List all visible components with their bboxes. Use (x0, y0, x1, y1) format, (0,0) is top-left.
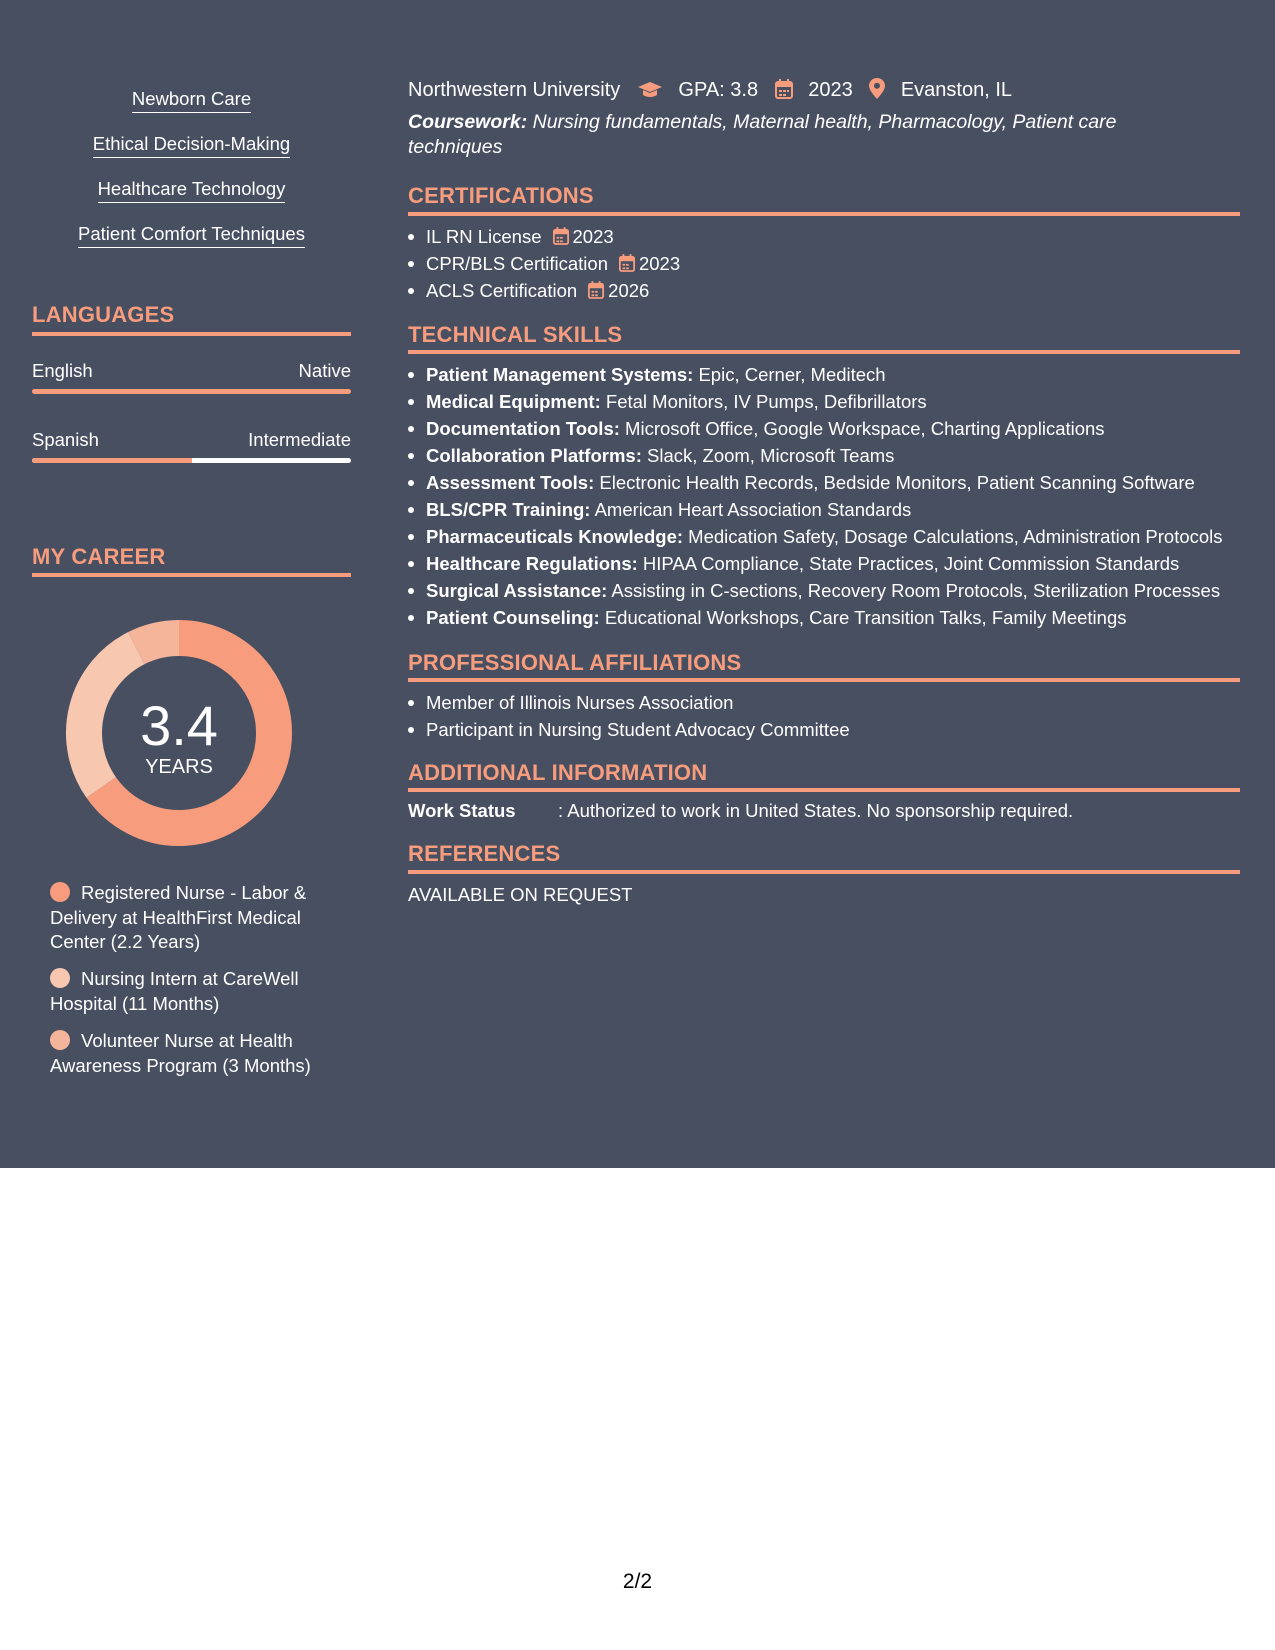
page-number: 2/2 (622, 1570, 653, 1593)
language-level-bar (32, 458, 351, 463)
certification-item (426, 277, 680, 304)
section-divider (408, 678, 1240, 682)
technical-skills-list (408, 361, 1223, 631)
language-name: Spanish (32, 429, 99, 450)
affiliation-item: Member of Illinois Nurses Association (426, 689, 850, 716)
coursework (408, 110, 1168, 159)
skill-item (426, 523, 1223, 550)
donut-segment (136, 638, 179, 648)
legend-dot-icon (50, 882, 70, 902)
skill-link[interactable]: Patient Comfort Techniques (78, 223, 305, 248)
education-line (408, 78, 1012, 102)
work-status-value: : Authorized to work in United States. No sponsorship required. (558, 800, 1074, 821)
certification-item (426, 223, 680, 250)
skill-label: Documentation Tools: (426, 418, 620, 439)
language-level: Native (298, 360, 351, 381)
career-legend-label: Nursing Intern at CareWell Hospital (11 Months) (50, 968, 299, 1014)
skill-label: Pharmaceuticals Knowledge: (426, 526, 684, 547)
skill-label: Patient Counseling: (426, 607, 600, 628)
career-title: MY CAREER (32, 544, 166, 569)
section-divider (408, 212, 1240, 216)
calendar-icon (588, 281, 604, 299)
section-divider (408, 870, 1240, 874)
graduation-year: 2023 (808, 79, 853, 101)
career-legend-label: Volunteer Nurse at Health Awareness Program (3 Months) (50, 1030, 311, 1076)
school-name: Northwestern University (408, 79, 621, 101)
career-legend-label: Registered Nurse - Labor & Delivery at HealthFirst Medical Center (2.2 Years) (50, 882, 307, 952)
skill-value: Educational Workshops, Care Transition Talks, Family Meetings (599, 607, 1127, 628)
skill-item (426, 442, 1223, 469)
certification-item (426, 250, 680, 277)
skill-label: Surgical Assistance: (426, 580, 608, 601)
certification-name: IL RN License (426, 226, 542, 247)
affiliations-title: PROFESSIONAL AFFILIATIONS (408, 650, 742, 675)
skill-label: Medical Equipment: (426, 391, 601, 412)
skill-link[interactable]: Newborn Care (132, 88, 251, 113)
additional-info-title: ADDITIONAL INFORMATION (408, 760, 708, 785)
technical-skills-title: TECHNICAL SKILLS (408, 322, 623, 347)
skill-value: Slack, Zoom, Microsoft Teams (641, 445, 895, 466)
skill-value: Assisting in C-sections, Recovery Room Protocols, Sterilization Processes (607, 580, 1221, 601)
affiliation-item: Participant in Nursing Student Advocacy Committee (426, 716, 850, 743)
references-text: AVAILABLE ON REQUEST (408, 884, 633, 905)
certification-year: 2023 (572, 226, 614, 247)
skill-value: Microsoft Office, Google Workspace, Charting Applications (619, 418, 1105, 439)
skill-item (426, 550, 1223, 577)
skill-label: Patient Management Systems: (426, 364, 694, 385)
language-name: English (32, 360, 93, 381)
skill-item (426, 604, 1223, 631)
section-divider (408, 788, 1240, 792)
affiliations-list (408, 689, 850, 743)
section-divider (408, 350, 1240, 354)
location-pin-icon (869, 78, 885, 99)
certifications-list (408, 223, 680, 304)
skill-value: Fetal Monitors, IV Pumps, Defibrillators (600, 391, 927, 412)
languages-title: LANGUAGES (32, 302, 175, 327)
skill-label: Collaboration Platforms: (426, 445, 642, 466)
section-divider (32, 573, 351, 577)
skill-link[interactable]: Healthcare Technology (98, 178, 286, 203)
legend-dot-icon (50, 1030, 70, 1050)
language-level-fill (32, 458, 192, 463)
certification-year: 2026 (608, 280, 650, 301)
skill-label: Assessment Tools: (426, 472, 595, 493)
language-level: Intermediate (248, 429, 351, 450)
certification-name: CPR/BLS Certification (426, 253, 608, 274)
left-column (0, 0, 383, 1168)
skill-value: Epic, Cerner, Meditech (693, 364, 886, 385)
career-total-value: 3.4 (140, 694, 218, 757)
skill-item (426, 577, 1223, 604)
skill-item (426, 388, 1223, 415)
graduation-cap-icon (637, 81, 663, 99)
calendar-icon (553, 227, 569, 245)
skill-link[interactable]: Ethical Decision-Making (93, 133, 290, 158)
certification-name: ACLS Certification (426, 280, 578, 301)
language-level-fill (32, 389, 351, 394)
skill-item (426, 469, 1223, 496)
career-legend-item (50, 967, 340, 1016)
work-status-row (408, 800, 1073, 822)
skill-value: American Heart Association Standards (590, 499, 912, 520)
school-location: Evanston, IL (900, 79, 1013, 101)
language-level-bar (32, 389, 351, 394)
career-legend-item (50, 881, 340, 955)
skill-item (426, 361, 1223, 388)
gpa: GPA: 3.8 (678, 79, 759, 101)
skill-value: Medication Safety, Dosage Calculations, Administration Protocols (683, 526, 1223, 547)
skill-item (426, 415, 1223, 442)
skill-item (426, 496, 1223, 523)
career-legend-item (50, 1029, 340, 1078)
skill-label: BLS/CPR Training: (426, 499, 591, 520)
certification-year: 2023 (638, 253, 681, 274)
work-status-label: Work Status (408, 800, 516, 821)
career-total-unit: YEARS (145, 756, 213, 778)
references-title: REFERENCES (408, 841, 561, 866)
calendar-icon (619, 254, 635, 272)
donut-segment (84, 648, 136, 787)
calendar-icon (775, 79, 793, 99)
legend-dot-icon (50, 968, 70, 988)
career-donut-chart (59, 613, 299, 853)
skill-label: Healthcare Regulations: (426, 553, 638, 574)
coursework-label: Coursework: (408, 111, 528, 133)
coursework-text: Nursing fundamentals, Maternal health, Pharmacology, Patient care techniques (408, 111, 1117, 158)
skill-value: HIPAA Compliance, State Practices, Joint Commission Standards (637, 553, 1180, 574)
section-divider (32, 332, 351, 336)
certifications-title: CERTIFICATIONS (408, 183, 594, 208)
skill-value: Electronic Health Records, Bedside Monitors, Patient Scanning Software (594, 472, 1195, 493)
